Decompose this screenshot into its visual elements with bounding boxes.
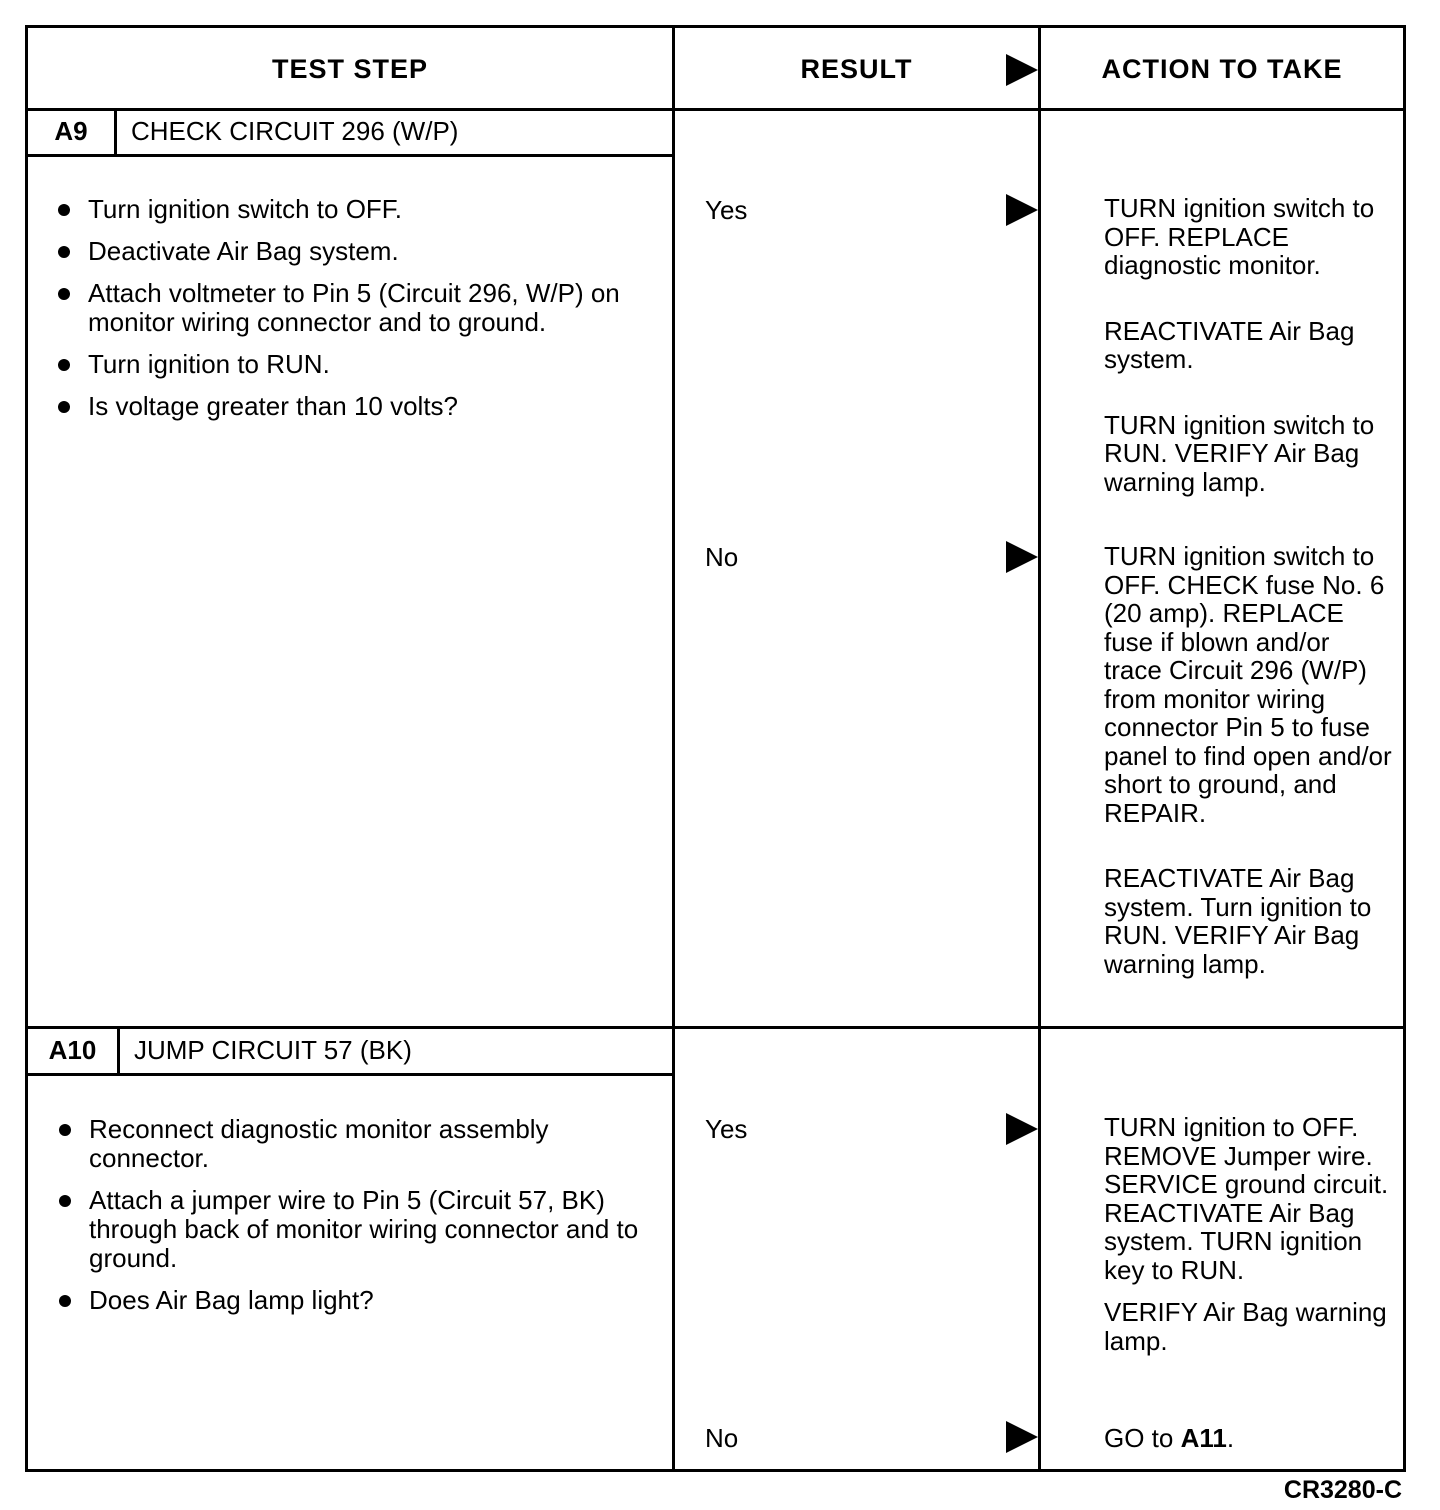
header-result: RESULT [800,53,913,84]
action-paragraph: VERIFY Air Bag warning lamp. [1104,1297,1387,1356]
header-test-step: TEST STEP [271,53,429,84]
arrow-right-icon [1006,1421,1038,1453]
arrow-right-icon [1006,1113,1038,1145]
list-item: Attach a jumper wire to Pin 5 (Circuit 57, BK) through back of monitor wiring connector and to ground. [57,1186,657,1273]
action-paragraph: REACTIVATE Air Bag system. [1104,315,1355,374]
a10-instructions [57,1115,657,1328]
action-paragraph: TURN ignition switch to OFF. REPLACE diagnostic monitor. [1104,193,1375,280]
step-title: JUMP CIRCUIT 57 (BK) [134,1034,412,1065]
action-paragraph: TURN ignition switch to RUN. VERIFY Air Bag warning lamp. [1104,409,1375,497]
result-no: No [705,1423,739,1453]
list-item: Turn ignition switch to OFF. [56,195,656,224]
action-text [1104,1424,1394,1453]
a9-instructions [56,195,656,434]
action-paragraph: TURN ignition to OFF. REMOVE Jumper wire. SERVICE ground circuit. REACTIVATE Air Bag system. TURN ignition key to RUN. [1104,1112,1389,1285]
step-title: CHECK CIRCUIT 296 (W/P) [131,115,459,146]
a10-title-divider [28,1073,672,1076]
list-item: Is voltage greater than 10 volts? [56,392,656,421]
action-text [1104,542,1394,978]
action-text [1104,1113,1394,1355]
list-item: Does Air Bag lamp light? [57,1286,657,1315]
figure-id: CR3280-C [1283,1476,1402,1504]
result-yes: Yes [705,195,748,225]
result-no: No [705,542,739,572]
action-paragraph: TURN ignition switch to OFF. CHECK fuse No. 6 (20 amp). REPLACE fuse if blown and/or trace Circuit 296 (W/P) from monitor wiring connector Pin 5 to fuse panel to find open and/or short to ground, and REPAIR. [1104,541,1392,828]
list-item: Turn ignition to RUN. [56,350,656,379]
arrow-right-icon [1006,541,1038,573]
list-item: Reconnect diagnostic monitor assembly connector. [57,1115,657,1173]
step-id: A10 [48,1034,97,1065]
action-prefix: GO to [1104,1423,1181,1453]
column-divider-result [672,28,675,1469]
result-yes: Yes [705,1114,748,1144]
diagnostic-table [25,25,1406,1472]
step-id: A9 [54,115,88,146]
header-arrow-icon [1006,54,1038,86]
step-reference[interactable]: A11 [1180,1423,1227,1453]
action-paragraph: REACTIVATE Air Bag system. Turn ignition to RUN. VERIFY Air Bag warning lamp. [1104,863,1372,979]
header-action: ACTION TO TAKE [1101,53,1343,84]
list-item: Attach voltmeter to Pin 5 (Circuit 296, W/P) on monitor wiring connector and to ground. [56,279,656,337]
action-suffix: . [1226,1423,1235,1453]
list-item: Deactivate Air Bag system. [56,237,656,266]
arrow-right-icon [1006,194,1038,226]
column-divider-action [1038,28,1041,1469]
action-text [1104,194,1394,496]
a9-title-divider [28,154,672,157]
